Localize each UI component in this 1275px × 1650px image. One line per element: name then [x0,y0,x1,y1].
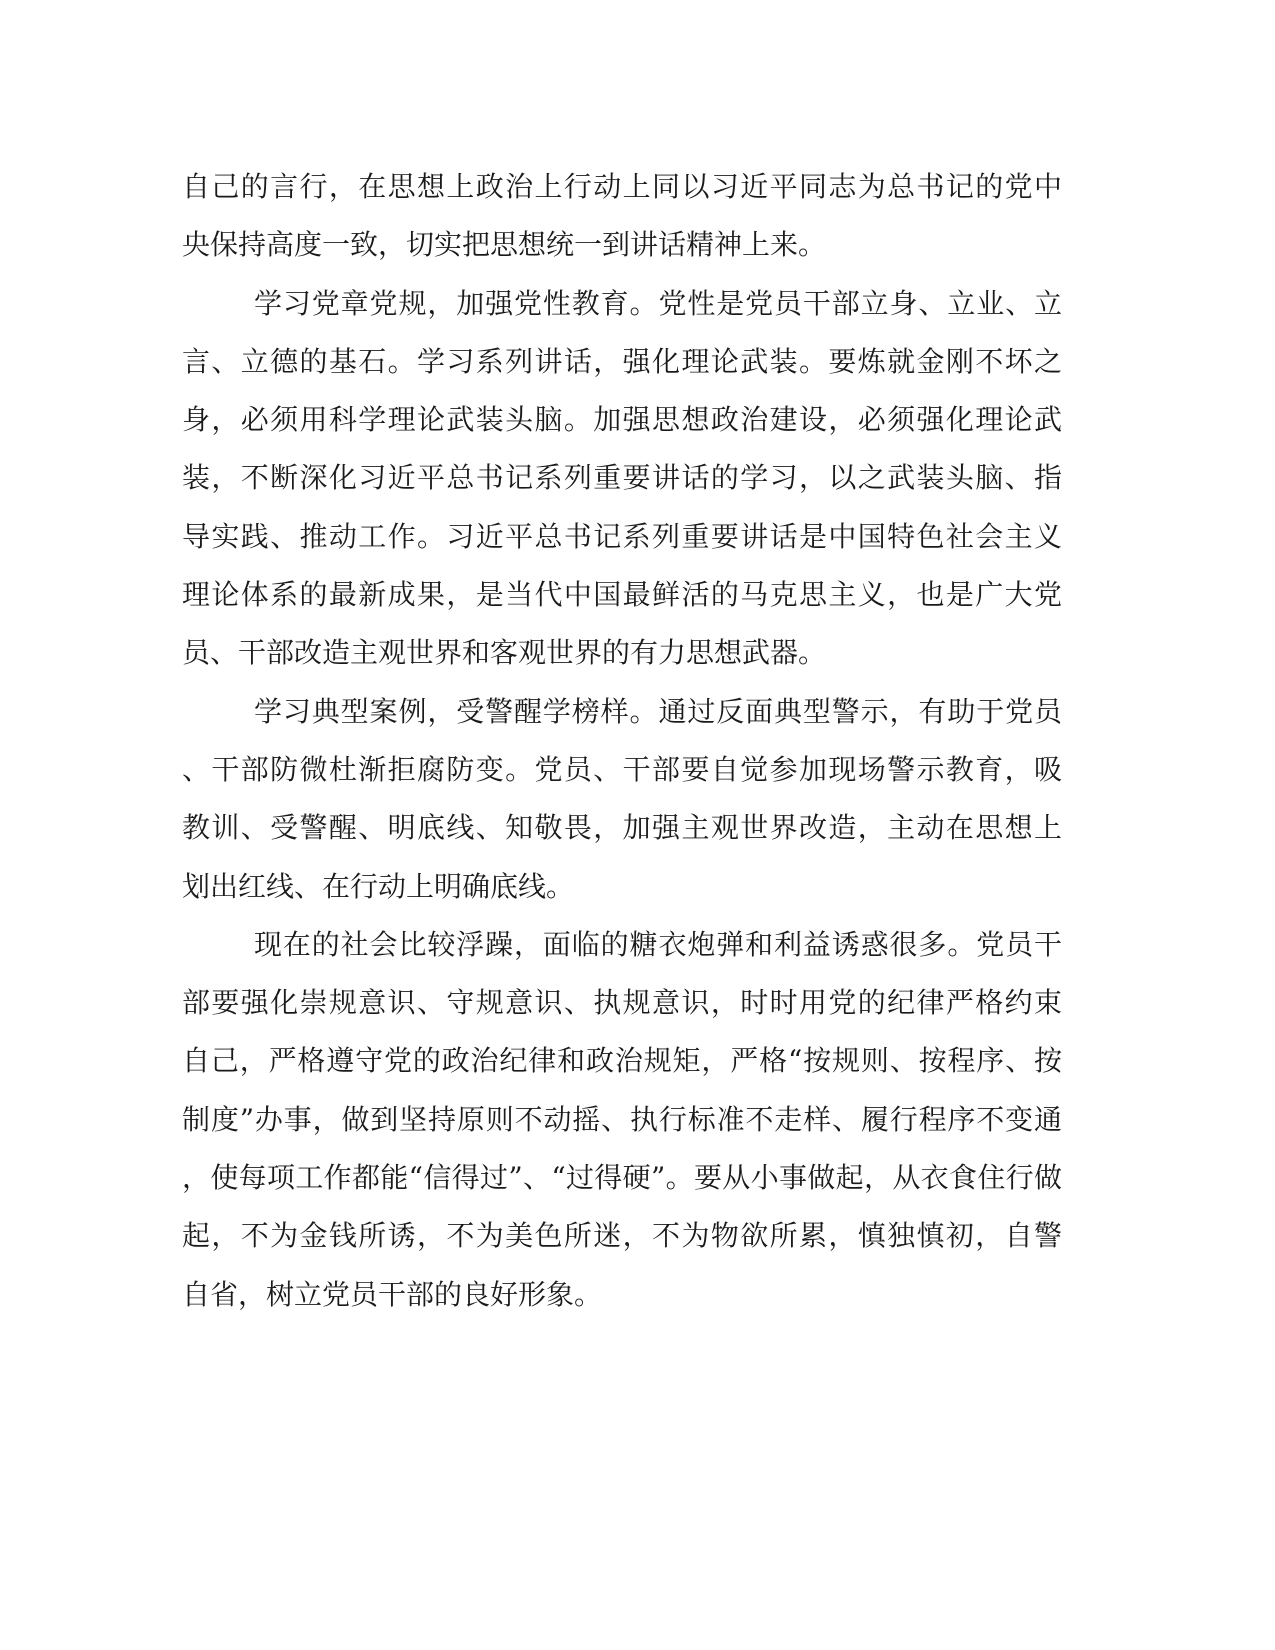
text-line: 、干部防微杜渐拒腐防变。党员、干部要自觉参加现场警示教育，吸 [182,752,1062,786]
text-line: 装，不断深化习近平总书记系列重要讲话的学习，以之武装头脑、指 [182,461,1062,495]
text-line: 言、立德的基石。学习系列讲话，强化理论武装。要炼就金刚不坏之 [182,344,1062,378]
text-line: ，使每项工作都能“信得过”、“过得硬”。要从小事做起，从衣食住行做 [182,1161,1062,1195]
text-line: 部要强化崇规意识、守规意识、执规意识，时时用党的纪律严格约束 [182,986,1062,1020]
text-line: 员、干部改造主观世界和客观世界的有力思想武器。 [182,636,827,670]
text-line: 央保持高度一致，切实把思想统一到讲话精神上来。 [182,228,827,262]
text-line: 自己的言行，在思想上政治上行动上同以习近平同志为总书记的党中 [182,170,1062,203]
text-line: 导实践、推动工作。习近平总书记系列重要讲话是中国特色社会主义 [182,519,1062,553]
text-line: 学习党章党规，加强党性教育。党性是党员干部立身、立业、立 [254,286,1062,320]
text-line: 身，必须用科学理论武装头脑。加强思想政治建设，必须强化理论武 [182,403,1062,437]
paragraph [182,683,1062,916]
paragraph [182,916,1062,1324]
document-body [182,158,1062,1324]
paragraph [182,275,1062,683]
text-line: 自省，树立党员干部的良好形象。 [182,1277,603,1311]
text-line: 起，不为金钱所诱，不为美色所迷，不为物欲所累，慎独慎初，自警 [182,1219,1062,1253]
text-line: 制度”办事，做到坚持原则不动摇、执行标准不走样、履行程序不变通 [182,1102,1062,1136]
text-line: 自己，严格遵守党的政治纪律和政治规矩，严格“按规则、按程序、按 [182,1044,1062,1078]
text-line: 现在的社会比较浮躁，面临的糖衣炮弹和利益诱惑很多。党员干 [254,927,1062,961]
text-line: 学习典型案例，受警醒学榜样。通过反面典型警示，有助于党员 [254,694,1062,728]
text-line: 划出红线、在行动上明确底线。 [182,869,575,903]
text-line: 理论体系的最新成果，是当代中国最鲜活的马克思主义，也是广大党 [182,578,1062,612]
paragraph [182,158,1062,275]
text-line: 教训、受警醒、明底线、知敬畏，加强主观世界改造，主动在思想上 [182,811,1062,845]
